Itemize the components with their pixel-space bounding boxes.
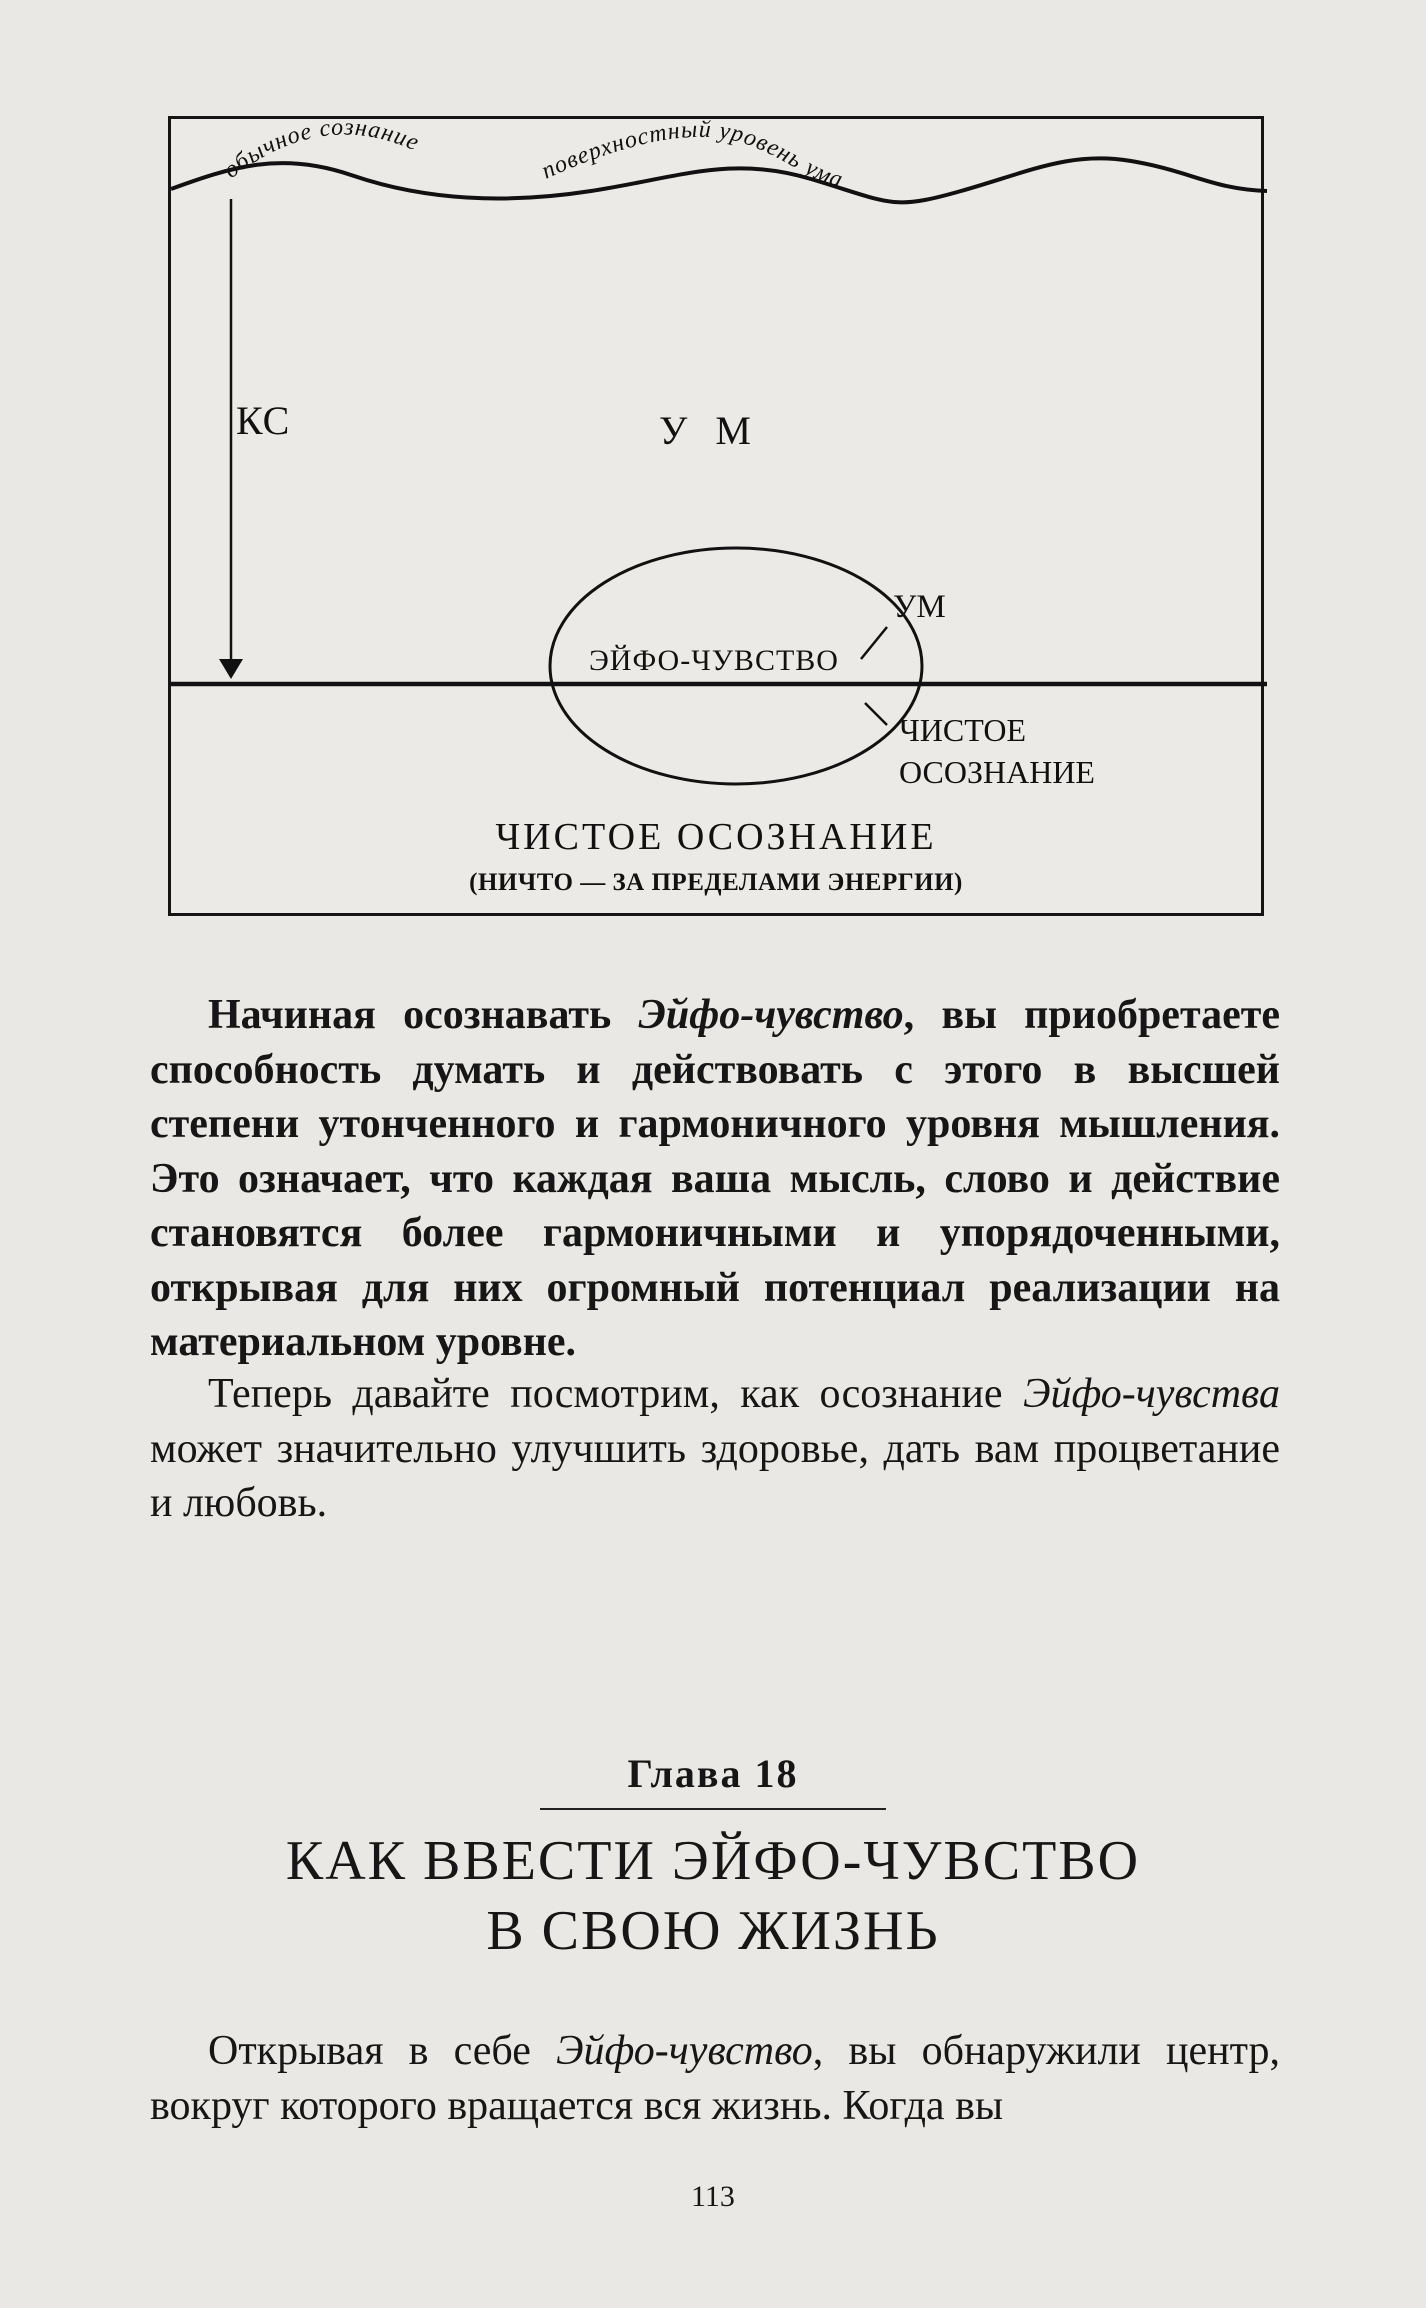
chapter-title-line-2: В СВОЮ ЖИЗНЬ: [486, 1900, 940, 1962]
ks-label: КС: [236, 398, 291, 443]
ks-arrow-head: [219, 659, 243, 679]
chapter-title-line-1: КАК ВВЕСТИ ЭЙФО-ЧУВСТВО: [285, 1830, 1141, 1892]
pure-awareness-main-label: ЧИСТОЕ ОСОЗНАНИЕ: [495, 816, 937, 858]
pure-awareness-side-label: [899, 709, 1095, 793]
pure-pointer: [865, 703, 887, 725]
svg-text:поверхностный уровень ума: [538, 117, 846, 194]
chapter-label: Глава 18: [627, 1751, 799, 1796]
chapter-title: [0, 1826, 1426, 1966]
para3-italic: Эйфо-чувство: [556, 2028, 813, 2074]
para3-start: Открывая в себе: [208, 2028, 557, 2074]
paragraph-3: [150, 2024, 1280, 2133]
paragraph-1: [150, 988, 1280, 1370]
para1-rest: , вы приобретаете способность думать и действовать с этого в высшей степени утонченного и гармоничного уровня мышления. Это означает, что каждая ваша мысль, слово и действие становятся более гармоничными и упорядоченными, открывая для них огромный потенциал реализации на материальном уровне.: [150, 992, 1280, 1365]
para2-start: Теперь давайте посмотрим, как осознание: [208, 1371, 1023, 1417]
ordinary-consciousness-label: обычное сознание: [218, 114, 424, 184]
pure-awareness-side-line-2: ОСОЗНАНИЕ: [899, 754, 1095, 790]
diagram-graphics: [171, 114, 1267, 919]
svg-text:обычное сознание: [219, 114, 423, 183]
para3-rest: , вы обнаружили центр, вокруг которого вращается вся жизнь. Когда вы: [150, 2028, 1280, 2129]
para1-italic: Эйфо-чувство: [638, 992, 904, 1038]
euphofeeling-label: ЭЙФО-ЧУВСТВО: [589, 644, 839, 677]
para1-start: Начиная осознавать: [208, 992, 639, 1038]
um-pointer: [861, 627, 887, 659]
mind-small-label: УМ: [893, 589, 946, 625]
para2-italic: Эйфо-чувства: [1022, 1371, 1280, 1417]
paragraph-2: [150, 1367, 1280, 1531]
surface-wave-line: [171, 158, 1267, 202]
surface-mind-level-label: поверхностный уровень ума: [537, 116, 847, 194]
para2-rest: может значительно улучшить здоровье, дать вам процветание и любовь.: [150, 1425, 1280, 1526]
nothing-caption: (НИЧТО — ЗА ПРЕДЕЛАМИ ЭНЕРГИИ): [469, 869, 963, 896]
chapter-divider: [540, 1808, 886, 1810]
pure-awareness-side-line-1: ЧИСТОЕ: [899, 712, 1027, 748]
mind-label: У М: [659, 408, 760, 453]
mind-diagram: [168, 116, 1264, 916]
page-number: 113: [691, 2180, 735, 2213]
